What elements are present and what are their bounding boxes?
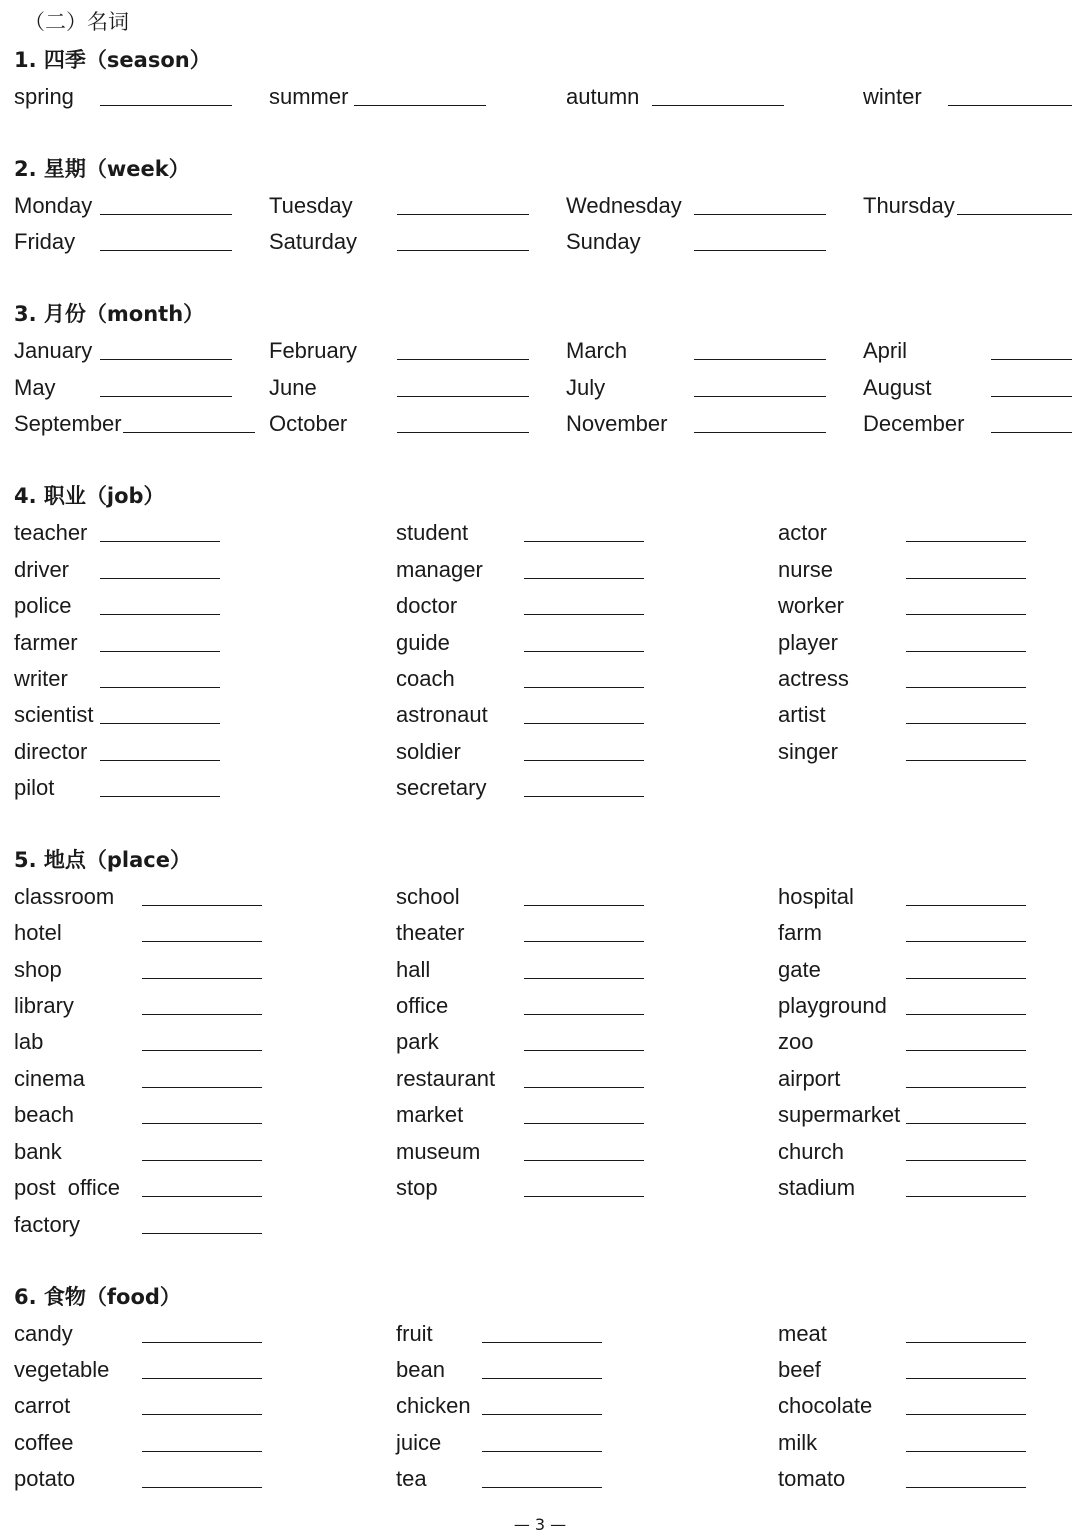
answer-blank[interactable] bbox=[524, 651, 644, 652]
answer-blank[interactable] bbox=[524, 905, 644, 906]
answer-blank[interactable] bbox=[123, 432, 255, 433]
word-market: market bbox=[396, 1102, 464, 1127]
word-teacher: teacher bbox=[14, 520, 88, 545]
answer-blank[interactable] bbox=[524, 541, 644, 542]
word-farm: farm bbox=[778, 920, 822, 945]
answer-blank[interactable] bbox=[524, 978, 644, 979]
word-saturday: Saturday bbox=[269, 229, 358, 254]
answer-blank[interactable] bbox=[397, 214, 529, 215]
word-supermarket: supermarket bbox=[778, 1102, 901, 1127]
word-june: June bbox=[269, 375, 317, 400]
answer-blank[interactable] bbox=[100, 760, 220, 761]
word-school: school bbox=[396, 884, 460, 909]
answer-blank[interactable] bbox=[906, 614, 1026, 615]
answer-blank[interactable] bbox=[906, 1487, 1026, 1488]
word-director: director bbox=[14, 739, 88, 764]
answer-blank[interactable] bbox=[100, 359, 232, 360]
answer-blank[interactable] bbox=[142, 1050, 262, 1051]
word-hotel: hotel bbox=[14, 920, 62, 945]
answer-blank[interactable] bbox=[906, 1196, 1026, 1197]
answer-blank[interactable] bbox=[957, 214, 1072, 215]
answer-blank[interactable] bbox=[100, 796, 220, 797]
answer-blank[interactable] bbox=[142, 1414, 262, 1415]
answer-blank[interactable] bbox=[100, 541, 220, 542]
word-park: park bbox=[396, 1029, 439, 1054]
answer-blank[interactable] bbox=[906, 1378, 1026, 1379]
answer-blank[interactable] bbox=[524, 723, 644, 724]
word-church: church bbox=[778, 1139, 845, 1164]
answer-blank[interactable] bbox=[991, 396, 1072, 397]
answer-blank[interactable] bbox=[524, 760, 644, 761]
word-thursday: Thursday bbox=[863, 193, 955, 218]
answer-blank[interactable] bbox=[482, 1378, 602, 1379]
word-office: office bbox=[396, 993, 449, 1018]
word-tuesday: Tuesday bbox=[269, 193, 353, 218]
section-title-place: 5. 地点（place） bbox=[14, 848, 191, 872]
word-playground: playground bbox=[778, 993, 887, 1018]
answer-blank[interactable] bbox=[100, 250, 232, 251]
answer-blank[interactable] bbox=[142, 1014, 262, 1015]
answer-blank[interactable] bbox=[142, 1451, 262, 1452]
answer-blank[interactable] bbox=[142, 978, 262, 979]
word-airport: airport bbox=[778, 1066, 841, 1091]
answer-blank[interactable] bbox=[906, 978, 1026, 979]
word-wednesday: Wednesday bbox=[566, 193, 682, 218]
answer-blank[interactable] bbox=[906, 760, 1026, 761]
word-vegetable: vegetable bbox=[14, 1357, 110, 1382]
word-scientist: scientist bbox=[14, 702, 94, 727]
answer-blank[interactable] bbox=[906, 905, 1026, 906]
section-title-job: 4. 职业（job） bbox=[14, 484, 165, 508]
word-classroom: classroom bbox=[14, 884, 115, 909]
word-milk: milk bbox=[778, 1430, 818, 1455]
word-friday: Friday bbox=[14, 229, 76, 254]
answer-blank[interactable] bbox=[524, 1050, 644, 1051]
word-actress: actress bbox=[778, 666, 849, 691]
answer-blank[interactable] bbox=[100, 651, 220, 652]
answer-blank[interactable] bbox=[354, 105, 486, 106]
word-actor: actor bbox=[778, 520, 827, 545]
section-title-season: 1. 四季（season） bbox=[14, 48, 211, 72]
word-sunday: Sunday bbox=[566, 229, 641, 254]
word-hall: hall bbox=[396, 957, 431, 982]
answer-blank[interactable] bbox=[482, 1342, 602, 1343]
word-bean: bean bbox=[396, 1357, 445, 1382]
word-stadium: stadium bbox=[778, 1175, 856, 1200]
word-meat: meat bbox=[778, 1321, 827, 1346]
answer-blank[interactable] bbox=[906, 541, 1026, 542]
answer-blank[interactable] bbox=[100, 214, 232, 215]
answer-blank[interactable] bbox=[948, 105, 1072, 106]
word-stop: stop bbox=[396, 1175, 438, 1200]
word-farmer: farmer bbox=[14, 630, 78, 655]
word-driver: driver bbox=[14, 557, 70, 582]
word-tomato: tomato bbox=[778, 1466, 846, 1491]
answer-blank[interactable] bbox=[100, 687, 220, 688]
word-chocolate: chocolate bbox=[778, 1393, 873, 1418]
answer-blank[interactable] bbox=[906, 1087, 1026, 1088]
answer-blank[interactable] bbox=[142, 1378, 262, 1379]
answer-blank[interactable] bbox=[991, 432, 1072, 433]
answer-blank[interactable] bbox=[142, 905, 262, 906]
word-soldier: soldier bbox=[396, 739, 461, 764]
answer-blank[interactable] bbox=[524, 1014, 644, 1015]
word-gate: gate bbox=[778, 957, 821, 982]
answer-blank[interactable] bbox=[906, 1451, 1026, 1452]
answer-blank[interactable] bbox=[142, 1487, 262, 1488]
word-november: November bbox=[566, 411, 668, 436]
answer-blank[interactable] bbox=[652, 105, 784, 106]
word-factory: factory bbox=[14, 1212, 81, 1237]
answer-blank[interactable] bbox=[397, 432, 529, 433]
answer-blank[interactable] bbox=[524, 796, 644, 797]
word-fruit: fruit bbox=[396, 1321, 433, 1346]
word-library: library bbox=[14, 993, 74, 1018]
answer-blank[interactable] bbox=[906, 578, 1026, 579]
answer-blank[interactable] bbox=[100, 578, 220, 579]
word-coffee: coffee bbox=[14, 1430, 74, 1455]
word-nurse: nurse bbox=[778, 557, 834, 582]
answer-blank[interactable] bbox=[142, 1087, 262, 1088]
answer-blank[interactable] bbox=[142, 1160, 262, 1161]
word-august: August bbox=[863, 375, 932, 400]
answer-blank[interactable] bbox=[906, 651, 1026, 652]
answer-blank[interactable] bbox=[694, 250, 826, 251]
answer-blank[interactable] bbox=[906, 1160, 1026, 1161]
word-doctor: doctor bbox=[396, 593, 458, 618]
word-september: September bbox=[14, 411, 122, 436]
answer-blank[interactable] bbox=[694, 432, 826, 433]
word-may: May bbox=[14, 375, 56, 400]
word-zoo: zoo bbox=[778, 1029, 814, 1054]
answer-blank[interactable] bbox=[482, 1414, 602, 1415]
answer-blank[interactable] bbox=[694, 396, 826, 397]
answer-blank[interactable] bbox=[524, 1160, 644, 1161]
word-museum: museum bbox=[396, 1139, 481, 1164]
answer-blank[interactable] bbox=[906, 1342, 1026, 1343]
word-secretary: secretary bbox=[396, 775, 487, 800]
answer-blank[interactable] bbox=[906, 941, 1026, 942]
word-cinema: cinema bbox=[14, 1066, 85, 1091]
word-pilot: pilot bbox=[14, 775, 55, 800]
answer-blank[interactable] bbox=[524, 614, 644, 615]
word-police: police bbox=[14, 593, 72, 618]
word-bank: bank bbox=[14, 1139, 62, 1164]
answer-blank[interactable] bbox=[906, 687, 1026, 688]
word-autumn: autumn bbox=[566, 84, 640, 109]
word-juice: juice bbox=[396, 1430, 442, 1455]
answer-blank[interactable] bbox=[694, 359, 826, 360]
section-title-food: 6. 食物（food） bbox=[14, 1285, 181, 1309]
part-title: （二）名词 bbox=[24, 10, 129, 34]
word-summer: summer bbox=[269, 84, 349, 109]
word-april: April bbox=[863, 338, 908, 363]
word-carrot: carrot bbox=[14, 1393, 71, 1418]
word-potato: potato bbox=[14, 1466, 76, 1491]
word-manager: manager bbox=[396, 557, 483, 582]
answer-blank[interactable] bbox=[906, 1414, 1026, 1415]
answer-blank[interactable] bbox=[100, 723, 220, 724]
answer-blank[interactable] bbox=[100, 105, 232, 106]
word-artist: artist bbox=[778, 702, 826, 727]
word-monday: Monday bbox=[14, 193, 93, 218]
word-astronaut: astronaut bbox=[396, 702, 488, 727]
answer-blank[interactable] bbox=[906, 1123, 1026, 1124]
answer-blank[interactable] bbox=[524, 1123, 644, 1124]
answer-blank[interactable] bbox=[142, 1233, 262, 1234]
word-beef: beef bbox=[778, 1357, 821, 1382]
section-title-month: 3. 月份（month） bbox=[14, 302, 205, 326]
word-theater: theater bbox=[396, 920, 465, 945]
answer-blank[interactable] bbox=[397, 359, 529, 360]
answer-blank[interactable] bbox=[142, 1342, 262, 1343]
word-spring: spring bbox=[14, 84, 74, 109]
answer-blank[interactable] bbox=[100, 396, 232, 397]
page-number: — 3 — bbox=[513, 1515, 567, 1534]
answer-blank[interactable] bbox=[906, 723, 1026, 724]
answer-blank[interactable] bbox=[100, 614, 220, 615]
answer-blank[interactable] bbox=[524, 941, 644, 942]
word-lab: lab bbox=[14, 1029, 44, 1054]
answer-blank[interactable] bbox=[142, 1123, 262, 1124]
section-title-week: 2. 星期（week） bbox=[14, 157, 190, 181]
answer-blank[interactable] bbox=[524, 1087, 644, 1088]
answer-blank[interactable] bbox=[694, 214, 826, 215]
answer-blank[interactable] bbox=[991, 359, 1072, 360]
answer-blank[interactable] bbox=[524, 687, 644, 688]
word-july: July bbox=[566, 375, 606, 400]
word-chicken: chicken bbox=[396, 1393, 471, 1418]
answer-blank[interactable] bbox=[906, 1050, 1026, 1051]
answer-blank[interactable] bbox=[142, 1196, 262, 1197]
word-beach: beach bbox=[14, 1102, 74, 1127]
word-february: February bbox=[269, 338, 358, 363]
answer-blank[interactable] bbox=[482, 1487, 602, 1488]
word-player: player bbox=[778, 630, 838, 655]
answer-blank[interactable] bbox=[397, 396, 529, 397]
word-tea: tea bbox=[396, 1466, 427, 1491]
answer-blank[interactable] bbox=[524, 578, 644, 579]
answer-blank[interactable] bbox=[397, 250, 529, 251]
word-singer: singer bbox=[778, 739, 838, 764]
answer-blank[interactable] bbox=[906, 1014, 1026, 1015]
word-shop: shop bbox=[14, 957, 62, 982]
word-restaurant: restaurant bbox=[396, 1066, 496, 1091]
word-writer: writer bbox=[14, 666, 68, 691]
word-worker: worker bbox=[778, 593, 845, 618]
word-october: October bbox=[269, 411, 348, 436]
word-december: December bbox=[863, 411, 965, 436]
word-candy: candy bbox=[14, 1321, 73, 1346]
word-guide: guide bbox=[396, 630, 450, 655]
word-hospital: hospital bbox=[778, 884, 854, 909]
word-post-office: post office bbox=[14, 1175, 120, 1200]
word-coach: coach bbox=[396, 666, 455, 691]
answer-blank[interactable] bbox=[482, 1451, 602, 1452]
word-student: student bbox=[396, 520, 469, 545]
word-march: March bbox=[566, 338, 628, 363]
word-january: January bbox=[14, 338, 93, 363]
word-winter: winter bbox=[863, 84, 922, 109]
answer-blank[interactable] bbox=[142, 941, 262, 942]
answer-blank[interactable] bbox=[524, 1196, 644, 1197]
